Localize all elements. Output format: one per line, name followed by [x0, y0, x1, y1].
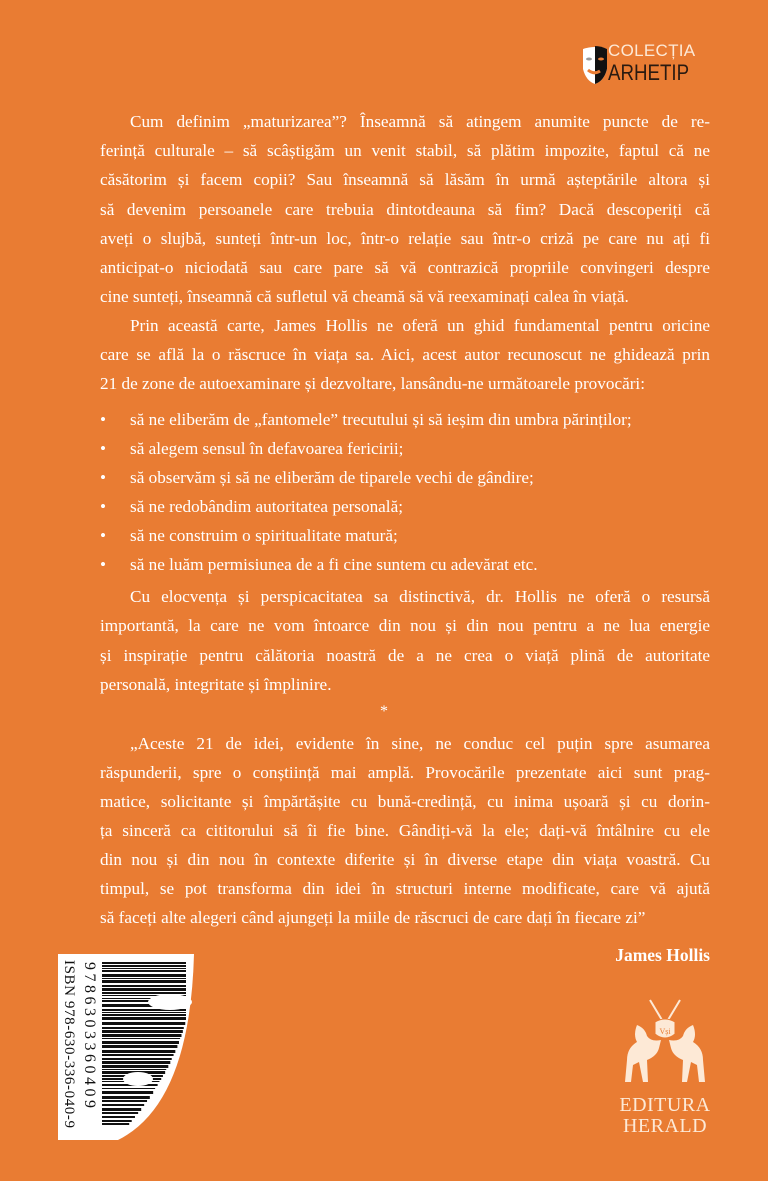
list-item-text: să ne construim o spiritualitate matură; — [130, 526, 398, 545]
barcode-digits: 9786303360409 — [81, 962, 98, 1112]
text-line: timpul, se pot transforma din idei în structuri interne modificate, care vă ajută — [100, 879, 710, 898]
barcode-bar — [102, 968, 186, 969]
quote-author: James Hollis — [615, 945, 710, 965]
list-item — [100, 526, 398, 546]
text-line: Prin această carte, James Hollis ne oferă un ghid fundamental pentru oricine — [130, 316, 710, 335]
barcode-bar — [102, 974, 186, 977]
barcode-bar — [102, 1054, 174, 1056]
text-line: căsătorim și facem copii? Sau înseamnă să lăsăm în urmă așteptările altora și — [100, 170, 710, 189]
text-line: importantă, la care ne vom întoarce din nou și din nou pentru a ne lua energie — [100, 616, 710, 635]
barcode-bar — [102, 1014, 186, 1016]
publisher-logo — [600, 990, 730, 1137]
text-line: Cum definim „maturizarea”? Înseamnă să atingem anumite puncte de re- — [130, 112, 710, 131]
text-line: matice, solicitante și împărtășite cu bună-credință, cu inima ușoară și cu dorin- — [100, 792, 710, 811]
barcode-bar — [102, 1120, 132, 1122]
text-line: Cu elocvența și perspicacitatea sa distinctivă, dr. Hollis ne oferă o resursă — [130, 587, 710, 606]
list-item-text: să ne eliberăm de „fantomele” trecutului și să ieșim din umbra părinților; — [130, 410, 632, 429]
barcode-bar — [102, 985, 186, 987]
list-item-text: să ne redobândim autoritatea personală; — [130, 497, 403, 516]
barcode-bar — [102, 1012, 186, 1013]
barcode-bar — [102, 1022, 185, 1025]
barcode-bar — [102, 1096, 150, 1099]
barcode-bar — [102, 988, 186, 991]
barcode-bar — [102, 1091, 153, 1094]
bullet-icon: • — [100, 468, 107, 487]
barcode-bar — [102, 1027, 184, 1029]
text-line: răspunderii, spre o conștiință mai amplă. Provocările prezentate aici sunt prag- — [100, 763, 710, 782]
list-item — [100, 468, 534, 488]
barcode-bar — [102, 1116, 135, 1118]
barcode-bar — [102, 1065, 168, 1068]
barcode-bar — [102, 962, 186, 964]
bullet-icon: • — [100, 526, 107, 545]
text-line: aveți o slujbă, sunteți într-un loc, într-o relație sau într-o criză pe care nu ați fi — [100, 229, 710, 248]
bullet-icon: • — [100, 410, 107, 429]
section-separator: * — [380, 703, 388, 720]
text-line: ța sinceră ca cititorului să îi fie bine. Gândiți-vă la ele; dați-vă întâlnire cu ele — [100, 821, 710, 840]
barcode-bar — [102, 1030, 183, 1033]
list-item — [100, 555, 538, 575]
list-item-text: să observăm și să ne eliberăm de tiparele vechi de gândire; — [130, 468, 534, 487]
theater-mask-icon — [582, 45, 608, 85]
barcode-bar — [102, 1108, 141, 1111]
list-item-text: să alegem sensul în defavoarea fericirii; — [130, 439, 404, 458]
text-line: cine sunteți, înseamnă că sufletul vă cheamă să vă reexaminați calea în viață. — [100, 287, 629, 306]
barcode-bar — [102, 1088, 155, 1089]
text-line: din nou și din nou în contexte diferite și în diverse etape din viața voastră. Cu — [100, 850, 710, 869]
bullet-icon: • — [100, 497, 107, 516]
barcode-bar — [102, 1041, 179, 1044]
barcode-bar — [102, 980, 186, 983]
barcode-bar — [102, 1017, 186, 1020]
isbn-number: ISBN 978-630-336-040-9 — [61, 960, 77, 1129]
barcode-bar — [102, 965, 186, 967]
list-item — [100, 410, 632, 430]
barcode-bar — [102, 1058, 172, 1060]
bullet-icon: • — [100, 555, 107, 574]
barcode-bar — [102, 970, 186, 972]
barcode-bar — [102, 1069, 166, 1070]
barcode-bar — [102, 1104, 144, 1106]
barcode-bar — [102, 1050, 175, 1053]
list-item — [100, 497, 403, 517]
bullet-icon: • — [100, 439, 107, 458]
barcode-bar — [102, 1100, 147, 1102]
barcode-bar — [102, 978, 186, 979]
collection-label: COLECȚIA — [608, 41, 696, 60]
text-line: 21 de zone de autoexaminare și dezvoltare, lansându-ne următoarele provocări: — [100, 374, 645, 393]
text-line: să faceți alte alegeri când ajungeți la miile de răscruci de care dați în fiecare zi” — [100, 908, 646, 927]
list-item — [100, 439, 403, 459]
barcode-bar — [102, 1112, 138, 1114]
text-line: anticipat-o niciodată sau care pare să vă contrazică propriile convingeri despre — [100, 258, 710, 277]
text-line: personală, integritate și împlinire. — [100, 675, 332, 694]
text-line: „Aceste 21 de idei, evidente în sine, ne conduc cel puțin spre asumarea — [130, 734, 710, 753]
collection-name: ARHETIP — [608, 60, 690, 85]
deer-crest-icon — [615, 990, 715, 1090]
text-line: care se află la o răscruce în viața sa. Aici, acest autor recunoscut ne ghidează prin — [100, 345, 710, 364]
crest-lettering: Vși — [659, 1027, 671, 1036]
barcode-bar — [102, 1045, 177, 1048]
publisher-name-line1: EDITURA — [619, 1094, 711, 1116]
barcode-bar — [102, 1038, 180, 1039]
publisher-name-line2: HERALD — [622, 1115, 708, 1137]
text-line: să devenim persoanele care trebuia dintotdeauna să fim? Dacă descoperiți că — [100, 200, 710, 219]
barcode-bar — [102, 1034, 181, 1037]
text-line: ferință culturale – să scâștigăm un venit stabil, să plătim impozite, faptul că ne — [100, 141, 710, 160]
list-item-text: să ne luăm permisiunea de a fi cine suntem cu adevărat etc. — [130, 555, 538, 574]
text-line: și inspirație pentru călătoria noastră de a ne crea o viață plină de autoritate — [100, 646, 710, 665]
isbn-barcode — [58, 954, 198, 1159]
barcode-bar — [102, 992, 186, 994]
barcode-bar — [102, 1061, 170, 1064]
barcode-bar — [102, 1123, 129, 1125]
barcode-graphic — [58, 954, 198, 1154]
